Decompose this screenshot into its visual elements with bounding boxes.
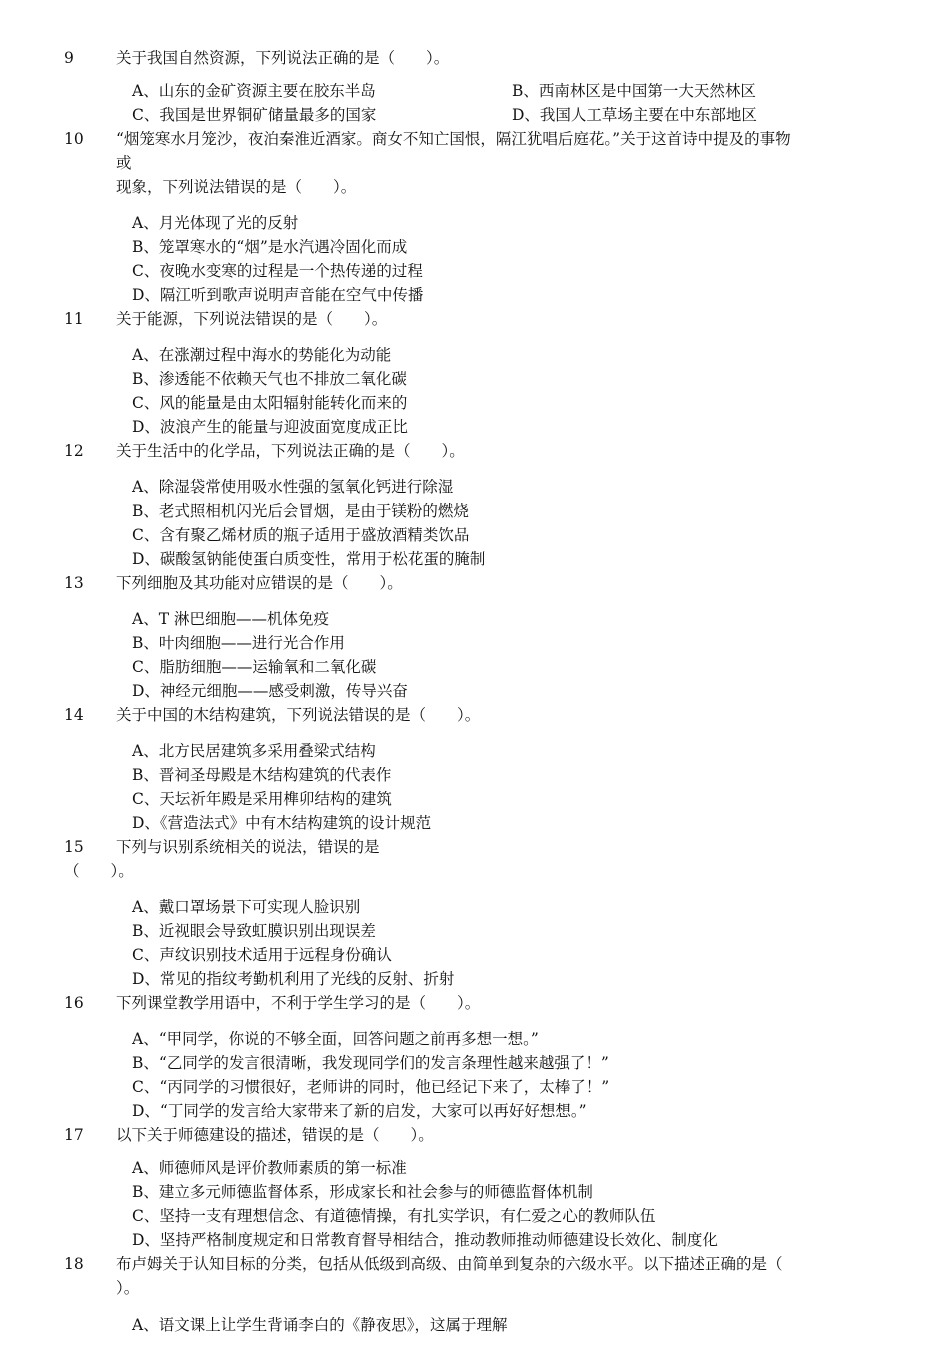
option-a: A、师德师风是评价教师素质的第一标准 (132, 1159, 407, 1177)
question-number: 17 (64, 1126, 84, 1144)
question-number: 18 (64, 1255, 84, 1273)
question-number: 13 (64, 574, 84, 592)
question-number: 14 (64, 706, 84, 724)
option-d: D、碳酸氢钠能使蛋白质变性，常用于松花蛋的腌制 (132, 550, 486, 568)
question-stem-line: 下列与识别系统相关的说法，错误的是 (116, 838, 380, 856)
option-d: D、坚持严格制度规定和日常教育督导相结合，推动教师推动师德建设长效化、制度化 (132, 1231, 718, 1249)
question-number: 16 (64, 994, 84, 1012)
option-b: B、“乙同学的发言很清晰，我发现同学们的发言条理性越来越强了！” (132, 1054, 609, 1072)
question-stem: 关于能源，下列说法错误的是（ ）。 (116, 310, 388, 328)
question-stem-line: （ ）。 (64, 862, 134, 880)
option-d: D、隔江听到歌声说明声音能在空气中传播 (132, 286, 424, 304)
question-stem-line: “烟笼寒水月笼沙，夜泊秦淮近酒家。商女不知亡国恨，隔江犹唱后庭花。”关于这首诗中提及的事物 (116, 130, 791, 148)
question-stem-line: 现象，下列说法错误的是（ ）。 (116, 178, 357, 196)
option-b: B、渗透能不依赖天气也不排放二氧化碳 (132, 370, 407, 388)
option-d: D、《营造法式》中有木结构建筑的设计规范 (132, 814, 432, 832)
option-a: A、T 淋巴细胞——机体免疫 (132, 610, 329, 628)
question-number: 15 (64, 838, 84, 856)
option-d: D、波浪产生的能量与迎波面宽度成正比 (132, 418, 408, 436)
option-b: B、近视眼会导致虹膜识别出现误差 (132, 922, 376, 940)
option-c: C、风的能量是由太阳辐射能转化而来的 (132, 394, 408, 412)
option-c: C、夜晚水变寒的过程是一个热传递的过程 (132, 262, 423, 280)
question-number: 12 (64, 442, 84, 460)
option-a: A、北方民居建筑多采用叠梁式结构 (132, 742, 376, 760)
option-b: B、叶肉细胞——进行光合作用 (132, 634, 345, 652)
question-stem-line: 布卢姆关于认知目标的分类，包括从低级到高级、由简单到复杂的六级水平。以下描述正确的是（ (116, 1255, 783, 1273)
option-d: D、我国人工草场主要在中东部地区 (512, 106, 757, 124)
option-a: A、在涨潮过程中海水的势能化为动能 (132, 346, 392, 364)
option-a: A、除湿袋常使用吸水性强的氢氧化钙进行除湿 (132, 478, 454, 496)
question-number: 11 (64, 310, 84, 328)
option-c: C、我国是世界铜矿储量最多的国家 (132, 106, 377, 124)
option-b: B、老式照相机闪光后会冒烟，是由于镁粉的燃烧 (132, 502, 469, 520)
option-c: C、声纹识别技术适用于远程身份确认 (132, 946, 392, 964)
question-number: 10 (64, 130, 84, 148)
question-stem: 关于中国的木结构建筑，下列说法错误的是（ ）。 (116, 706, 481, 724)
option-a: A、“甲同学，你说的不够全面，回答问题之前再多想一想。” (132, 1030, 539, 1048)
option-a: A、山东的金矿资源主要在胶东半岛 (132, 82, 376, 100)
option-b: B、笼罩寒水的“烟”是水汽遇冷固化而成 (132, 238, 408, 256)
option-b: B、晋祠圣母殿是木结构建筑的代表作 (132, 766, 392, 784)
option-d: D、常见的指纹考勤机利用了光线的反射、折射 (132, 970, 455, 988)
option-a: A、语文课上让学生背诵李白的《静夜思》，这属于理解 (132, 1316, 508, 1334)
question-number: 9 (64, 49, 74, 67)
question-stem: 以下关于师德建设的描述，错误的是（ ）。 (116, 1126, 434, 1144)
question-stem-line: ）。 (116, 1279, 140, 1297)
option-a: A、月光体现了光的反射 (132, 214, 299, 232)
question-stem: 关于我国自然资源，下列说法正确的是（ ）。 (116, 49, 450, 67)
option-b: B、建立多元师德监督体系，形成家长和社会参与的师德监督体机制 (132, 1183, 593, 1201)
question-stem: 关于生活中的化学品，下列说法正确的是（ ）。 (116, 442, 465, 460)
option-d: D、“丁同学的发言给大家带来了新的启发，大家可以再好好想想。” (132, 1102, 587, 1120)
question-stem: 下列课堂教学用语中，不利于学生学习的是（ ）。 (116, 994, 481, 1012)
option-d: D、神经元细胞——感受刺激，传导兴奋 (132, 682, 408, 700)
option-c: C、天坛祈年殿是采用榫卯结构的建筑 (132, 790, 392, 808)
question-stem-line: 或 (116, 154, 132, 172)
option-c: C、“丙同学的习惯很好，老师讲的同时，他已经记下来了，太棒了！” (132, 1078, 610, 1096)
option-c: C、含有聚乙烯材质的瓶子适用于盛放酒精类饮品 (132, 526, 470, 544)
question-stem: 下列细胞及其功能对应错误的是（ ）。 (116, 574, 403, 592)
option-c: C、坚持一支有理想信念、有道德情操，有扎实学识，有仁爱之心的教师队伍 (132, 1207, 656, 1225)
option-a: A、戴口罩场景下可实现人脸识别 (132, 898, 361, 916)
option-b: B、西南林区是中国第一大天然林区 (512, 82, 756, 100)
option-c: C、脂肪细胞——运输氧和二氧化碳 (132, 658, 377, 676)
